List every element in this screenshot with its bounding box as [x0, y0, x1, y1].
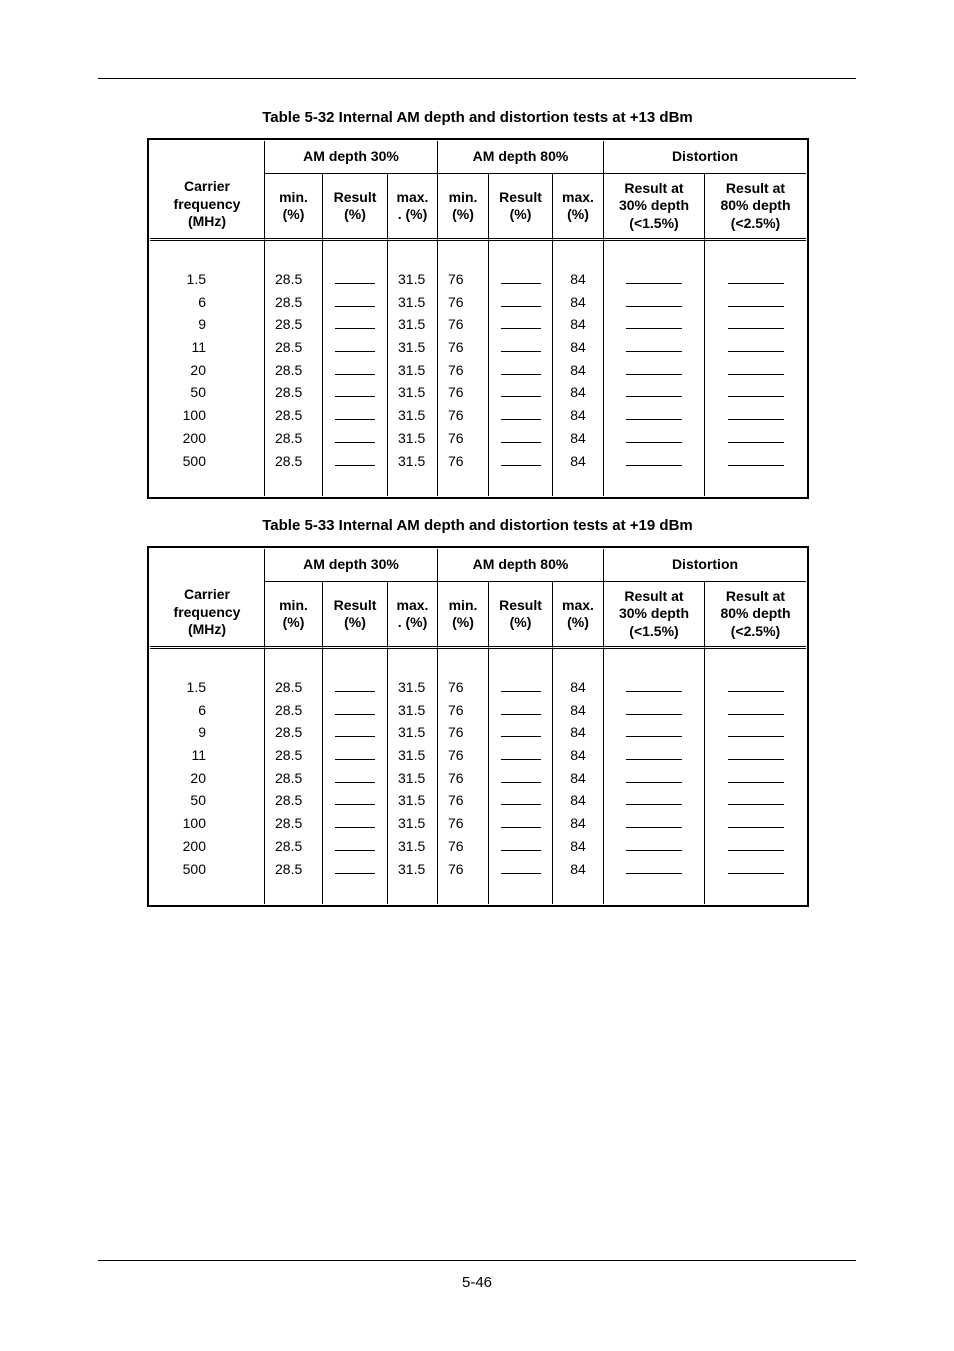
- limit-cell: 76: [448, 837, 464, 854]
- limit-cell: 31.5: [398, 701, 426, 718]
- limit-cell: 84: [570, 724, 586, 741]
- limit-cell: 76: [448, 679, 464, 695]
- result-entry-cell: [489, 404, 552, 427]
- table-caption-5-32: Table 5-32 Internal AM depth and distortion tests at +13 dBm: [262, 109, 693, 126]
- limit-cell: 76: [448, 407, 464, 424]
- result-blank-line[interactable]: [501, 746, 541, 760]
- limit-cell: 84: [570, 361, 586, 378]
- limit-cell: 31.5: [398, 679, 426, 695]
- result-entry-cell: [604, 789, 704, 812]
- result-blank-line[interactable]: [335, 746, 375, 760]
- limit-cell: 31.5: [398, 407, 426, 424]
- table-grid: [150, 549, 806, 904]
- limit-cell: 76: [448, 452, 464, 469]
- result-entry-cell: [489, 744, 552, 767]
- result-entry-cell: [604, 699, 704, 722]
- limit-cell: 76: [448, 429, 464, 446]
- result-entry-cell: [323, 789, 387, 812]
- frequency-cell: 11: [191, 747, 206, 764]
- result-entry-cell: [604, 359, 704, 382]
- limit-cell: 28.5: [275, 815, 303, 832]
- limit-cell: 76: [448, 293, 464, 310]
- result-blank-line[interactable]: [626, 452, 682, 466]
- distortion-header: Distortion: [604, 141, 806, 174]
- column-header: Result at 80% depth (<2.5%): [705, 582, 806, 649]
- result-entry-cell: [323, 427, 387, 450]
- frequency-cell: 1.5: [186, 271, 206, 287]
- result-blank-line[interactable]: [728, 315, 784, 329]
- column-header: Result at 30% depth (<1.5%): [604, 174, 705, 241]
- result-blank-line[interactable]: [728, 452, 784, 466]
- result-entry-cell: [604, 676, 704, 699]
- table-body-column: [705, 241, 806, 496]
- column-header: min. (%): [438, 582, 489, 649]
- result-entry-cell: [604, 268, 704, 291]
- frequency-cell: 1.5: [186, 679, 206, 695]
- result-blank-line[interactable]: [335, 406, 375, 420]
- result-entry-cell: [323, 404, 387, 427]
- result-entry-cell: [705, 336, 806, 359]
- result-blank-line[interactable]: [335, 860, 375, 874]
- result-entry-cell: [705, 359, 806, 382]
- limit-cell: 31.5: [398, 271, 426, 287]
- result-blank-line[interactable]: [501, 837, 541, 851]
- result-blank-line[interactable]: [728, 860, 784, 874]
- result-entry-cell: [323, 291, 387, 314]
- limit-cell: 76: [448, 747, 464, 764]
- carrier-frequency-header: Carrier frequency (MHz): [150, 549, 265, 649]
- result-entry-cell: [323, 381, 387, 404]
- limit-cell: 76: [448, 384, 464, 401]
- result-blank-line[interactable]: [728, 270, 784, 284]
- column-header: Result (%): [489, 582, 553, 649]
- result-entry-cell: [323, 699, 387, 722]
- limit-cell: 31.5: [398, 384, 426, 401]
- limit-cell: 84: [570, 701, 586, 718]
- result-blank-line[interactable]: [728, 701, 784, 715]
- result-blank-line[interactable]: [335, 678, 375, 692]
- limit-cell: 31.5: [398, 429, 426, 446]
- result-entry-cell: [705, 858, 806, 881]
- result-entry-cell: [604, 291, 704, 314]
- table-5-32: [147, 138, 809, 499]
- result-entry-cell: [705, 721, 806, 744]
- limit-cell: 31.5: [398, 724, 426, 741]
- result-blank-line[interactable]: [335, 791, 375, 805]
- result-blank-line[interactable]: [501, 860, 541, 874]
- result-entry-cell: [323, 767, 387, 790]
- result-blank-line[interactable]: [626, 791, 682, 805]
- result-blank-line[interactable]: [728, 383, 784, 397]
- table-body-column: [265, 241, 323, 496]
- result-blank-line[interactable]: [501, 429, 541, 443]
- limit-cell: 84: [570, 792, 586, 809]
- limit-cell: 31.5: [398, 860, 426, 877]
- limit-cell: 28.5: [275, 747, 303, 764]
- table-body-column: [150, 649, 265, 904]
- result-blank-line[interactable]: [335, 452, 375, 466]
- frequency-cell: 50: [190, 384, 206, 401]
- table-body-column: [489, 649, 553, 904]
- result-entry-cell: [604, 835, 704, 858]
- limit-cell: 84: [570, 339, 586, 356]
- limit-cell: 31.5: [398, 452, 426, 469]
- limit-cell: 76: [448, 724, 464, 741]
- result-entry-cell: [489, 767, 552, 790]
- frequency-cell: 200: [182, 837, 206, 854]
- table-body-column: [265, 649, 323, 904]
- result-entry-cell: [705, 450, 806, 473]
- result-entry-cell: [489, 835, 552, 858]
- limit-cell: 31.5: [398, 316, 426, 333]
- result-blank-line[interactable]: [501, 293, 541, 307]
- result-entry-cell: [323, 835, 387, 858]
- limit-cell: 84: [570, 407, 586, 424]
- result-entry-cell: [489, 676, 552, 699]
- limit-cell: 84: [570, 452, 586, 469]
- column-header: Result (%): [489, 174, 553, 241]
- limit-cell: 76: [448, 316, 464, 333]
- limit-cell: 28.5: [275, 361, 303, 378]
- limit-cell: 31.5: [398, 837, 426, 854]
- table-caption-5-33: Table 5-33 Internal AM depth and distortion tests at +19 dBm: [262, 517, 693, 534]
- result-blank-line[interactable]: [626, 701, 682, 715]
- result-blank-line[interactable]: [335, 293, 375, 307]
- limit-cell: 84: [570, 815, 586, 832]
- result-entry-cell: [489, 359, 552, 382]
- column-header: Result at 30% depth (<1.5%): [604, 582, 705, 649]
- limit-cell: 84: [570, 679, 586, 695]
- frequency-cell: 50: [190, 792, 206, 809]
- am-depth-80-header: AM depth 80%: [438, 141, 604, 174]
- result-blank-line[interactable]: [626, 315, 682, 329]
- limit-cell: 28.5: [275, 724, 303, 741]
- result-blank-line[interactable]: [626, 860, 682, 874]
- table-body-column: [388, 649, 438, 904]
- frequency-cell: 100: [182, 815, 206, 832]
- limit-cell: 28.5: [275, 679, 303, 695]
- limit-cell: 76: [448, 860, 464, 877]
- result-entry-cell: [323, 721, 387, 744]
- result-blank-line[interactable]: [728, 837, 784, 851]
- limit-cell: 76: [448, 701, 464, 718]
- limit-cell: 84: [570, 837, 586, 854]
- table-body-column: [323, 241, 388, 496]
- result-blank-line[interactable]: [626, 678, 682, 692]
- limit-cell: 84: [570, 293, 586, 310]
- table-body-column: [438, 241, 489, 496]
- result-entry-cell: [604, 450, 704, 473]
- table-body-column: [323, 649, 388, 904]
- result-blank-line[interactable]: [626, 383, 682, 397]
- limit-cell: 31.5: [398, 815, 426, 832]
- result-entry-cell: [604, 721, 704, 744]
- result-blank-line[interactable]: [626, 769, 682, 783]
- column-header: Result (%): [323, 174, 388, 241]
- result-blank-line[interactable]: [501, 769, 541, 783]
- result-entry-cell: [489, 381, 552, 404]
- result-blank-line[interactable]: [335, 338, 375, 352]
- result-entry-cell: [705, 767, 806, 790]
- result-entry-cell: [705, 699, 806, 722]
- limit-cell: 28.5: [275, 293, 303, 310]
- limit-cell: 76: [448, 271, 464, 287]
- result-entry-cell: [323, 359, 387, 382]
- limit-cell: 28.5: [275, 429, 303, 446]
- result-entry-cell: [323, 858, 387, 881]
- limit-cell: 28.5: [275, 792, 303, 809]
- result-entry-cell: [705, 404, 806, 427]
- limit-cell: 76: [448, 339, 464, 356]
- limit-cell: 31.5: [398, 293, 426, 310]
- frequency-cell: 9: [198, 724, 206, 741]
- limit-cell: 84: [570, 429, 586, 446]
- limit-cell: 84: [570, 747, 586, 764]
- result-entry-cell: [705, 268, 806, 291]
- result-entry-cell: [604, 336, 704, 359]
- table-5-33: [147, 546, 809, 907]
- footer-rule: [98, 1260, 856, 1261]
- result-blank-line[interactable]: [501, 338, 541, 352]
- result-blank-line[interactable]: [728, 338, 784, 352]
- limit-cell: 28.5: [275, 837, 303, 854]
- limit-cell: 28.5: [275, 769, 303, 786]
- result-blank-line[interactable]: [728, 723, 784, 737]
- frequency-cell: 200: [182, 429, 206, 446]
- result-blank-line[interactable]: [501, 315, 541, 329]
- result-blank-line[interactable]: [501, 383, 541, 397]
- result-blank-line[interactable]: [728, 678, 784, 692]
- result-entry-cell: [323, 313, 387, 336]
- result-entry-cell: [604, 381, 704, 404]
- limit-cell: 28.5: [275, 316, 303, 333]
- table-body-column: [553, 241, 604, 496]
- result-entry-cell: [604, 744, 704, 767]
- table-grid: [150, 141, 806, 496]
- result-blank-line[interactable]: [335, 814, 375, 828]
- header-rule: [98, 78, 856, 79]
- column-header: max. . (%): [388, 582, 438, 649]
- limit-cell: 84: [570, 316, 586, 333]
- result-blank-line[interactable]: [335, 315, 375, 329]
- result-blank-line[interactable]: [501, 270, 541, 284]
- limit-cell: 28.5: [275, 339, 303, 356]
- result-blank-line[interactable]: [501, 406, 541, 420]
- result-blank-line[interactable]: [626, 338, 682, 352]
- table-body-column: [489, 241, 553, 496]
- result-blank-line[interactable]: [501, 452, 541, 466]
- am-depth-30-header: AM depth 30%: [265, 549, 438, 582]
- result-entry-cell: [705, 313, 806, 336]
- column-header: min. (%): [265, 174, 323, 241]
- limit-cell: 31.5: [398, 792, 426, 809]
- result-blank-line[interactable]: [501, 678, 541, 692]
- limit-cell: 31.5: [398, 339, 426, 356]
- am-depth-30-header: AM depth 30%: [265, 141, 438, 174]
- result-blank-line[interactable]: [626, 837, 682, 851]
- column-header: Result (%): [323, 582, 388, 649]
- column-header: min. (%): [438, 174, 489, 241]
- result-blank-line[interactable]: [626, 293, 682, 307]
- result-entry-cell: [705, 789, 806, 812]
- limit-cell: 28.5: [275, 701, 303, 718]
- result-entry-cell: [705, 381, 806, 404]
- frequency-cell: 6: [198, 293, 206, 310]
- result-blank-line[interactable]: [626, 723, 682, 737]
- result-entry-cell: [489, 291, 552, 314]
- result-blank-line[interactable]: [626, 429, 682, 443]
- result-blank-line[interactable]: [335, 723, 375, 737]
- result-blank-line[interactable]: [335, 383, 375, 397]
- result-blank-line[interactable]: [335, 701, 375, 715]
- limit-cell: 84: [570, 384, 586, 401]
- frequency-cell: 100: [182, 407, 206, 424]
- result-entry-cell: [604, 427, 704, 450]
- result-entry-cell: [489, 268, 552, 291]
- result-blank-line[interactable]: [626, 746, 682, 760]
- result-entry-cell: [323, 336, 387, 359]
- result-blank-line[interactable]: [335, 429, 375, 443]
- result-entry-cell: [604, 812, 704, 835]
- result-entry-cell: [705, 744, 806, 767]
- table-body-column: [388, 241, 438, 496]
- result-blank-line[interactable]: [728, 769, 784, 783]
- frequency-cell: 20: [190, 361, 206, 378]
- result-blank-line[interactable]: [728, 791, 784, 805]
- frequency-cell: 500: [182, 452, 206, 469]
- limit-cell: 31.5: [398, 361, 426, 378]
- limit-cell: 28.5: [275, 384, 303, 401]
- result-blank-line[interactable]: [728, 293, 784, 307]
- table-body-column: [438, 649, 489, 904]
- result-blank-line[interactable]: [626, 270, 682, 284]
- result-entry-cell: [604, 404, 704, 427]
- am-depth-80-header: AM depth 80%: [438, 549, 604, 582]
- result-blank-line[interactable]: [626, 406, 682, 420]
- table-body-column: [604, 241, 705, 496]
- result-blank-line[interactable]: [501, 814, 541, 828]
- result-entry-cell: [489, 313, 552, 336]
- result-entry-cell: [705, 812, 806, 835]
- limit-cell: 76: [448, 361, 464, 378]
- result-entry-cell: [489, 789, 552, 812]
- result-entry-cell: [489, 858, 552, 881]
- limit-cell: 28.5: [275, 271, 303, 287]
- result-blank-line[interactable]: [335, 769, 375, 783]
- result-blank-line[interactable]: [335, 270, 375, 284]
- result-entry-cell: [489, 721, 552, 744]
- limit-cell: 84: [570, 769, 586, 786]
- result-blank-line[interactable]: [626, 361, 682, 375]
- result-blank-line[interactable]: [335, 837, 375, 851]
- carrier-frequency-header: Carrier frequency (MHz): [150, 141, 265, 241]
- column-header: Result at 80% depth (<2.5%): [705, 174, 806, 241]
- table-body-column: [553, 649, 604, 904]
- result-entry-cell: [604, 313, 704, 336]
- result-entry-cell: [705, 835, 806, 858]
- result-entry-cell: [323, 744, 387, 767]
- distortion-header: Distortion: [604, 549, 806, 582]
- result-blank-line[interactable]: [626, 814, 682, 828]
- table-body-column: [150, 241, 265, 496]
- result-entry-cell: [705, 427, 806, 450]
- result-entry-cell: [489, 427, 552, 450]
- result-blank-line[interactable]: [501, 791, 541, 805]
- frequency-cell: 11: [191, 339, 206, 356]
- limit-cell: 28.5: [275, 452, 303, 469]
- limit-cell: 31.5: [398, 747, 426, 764]
- column-header: max. (%): [553, 582, 604, 649]
- column-header: max. . (%): [388, 174, 438, 241]
- result-entry-cell: [323, 450, 387, 473]
- result-entry-cell: [705, 676, 806, 699]
- result-blank-line[interactable]: [728, 814, 784, 828]
- column-header: min. (%): [265, 582, 323, 649]
- result-entry-cell: [604, 767, 704, 790]
- column-header: max. (%): [553, 174, 604, 241]
- result-blank-line[interactable]: [335, 361, 375, 375]
- limit-cell: 28.5: [275, 407, 303, 424]
- page-number: 5-46: [461, 1274, 493, 1291]
- limit-cell: 76: [448, 815, 464, 832]
- result-blank-line[interactable]: [501, 361, 541, 375]
- result-entry-cell: [489, 336, 552, 359]
- result-blank-line[interactable]: [728, 361, 784, 375]
- frequency-cell: 20: [190, 769, 206, 786]
- result-blank-line[interactable]: [728, 406, 784, 420]
- limit-cell: 31.5: [398, 769, 426, 786]
- result-blank-line[interactable]: [501, 723, 541, 737]
- table-body-column: [604, 649, 705, 904]
- frequency-cell: 9: [198, 316, 206, 333]
- result-blank-line[interactable]: [501, 701, 541, 715]
- result-blank-line[interactable]: [728, 429, 784, 443]
- result-entry-cell: [489, 450, 552, 473]
- result-entry-cell: [323, 268, 387, 291]
- frequency-cell: 6: [198, 701, 206, 718]
- result-entry-cell: [705, 291, 806, 314]
- result-entry-cell: [323, 812, 387, 835]
- frequency-cell: 500: [182, 860, 206, 877]
- limit-cell: 76: [448, 792, 464, 809]
- result-entry-cell: [489, 699, 552, 722]
- limit-cell: 28.5: [275, 860, 303, 877]
- result-entry-cell: [489, 812, 552, 835]
- table-body-column: [705, 649, 806, 904]
- result-entry-cell: [323, 676, 387, 699]
- limit-cell: 84: [570, 860, 586, 877]
- limit-cell: 84: [570, 271, 586, 287]
- limit-cell: 76: [448, 769, 464, 786]
- result-blank-line[interactable]: [728, 746, 784, 760]
- result-entry-cell: [604, 858, 704, 881]
